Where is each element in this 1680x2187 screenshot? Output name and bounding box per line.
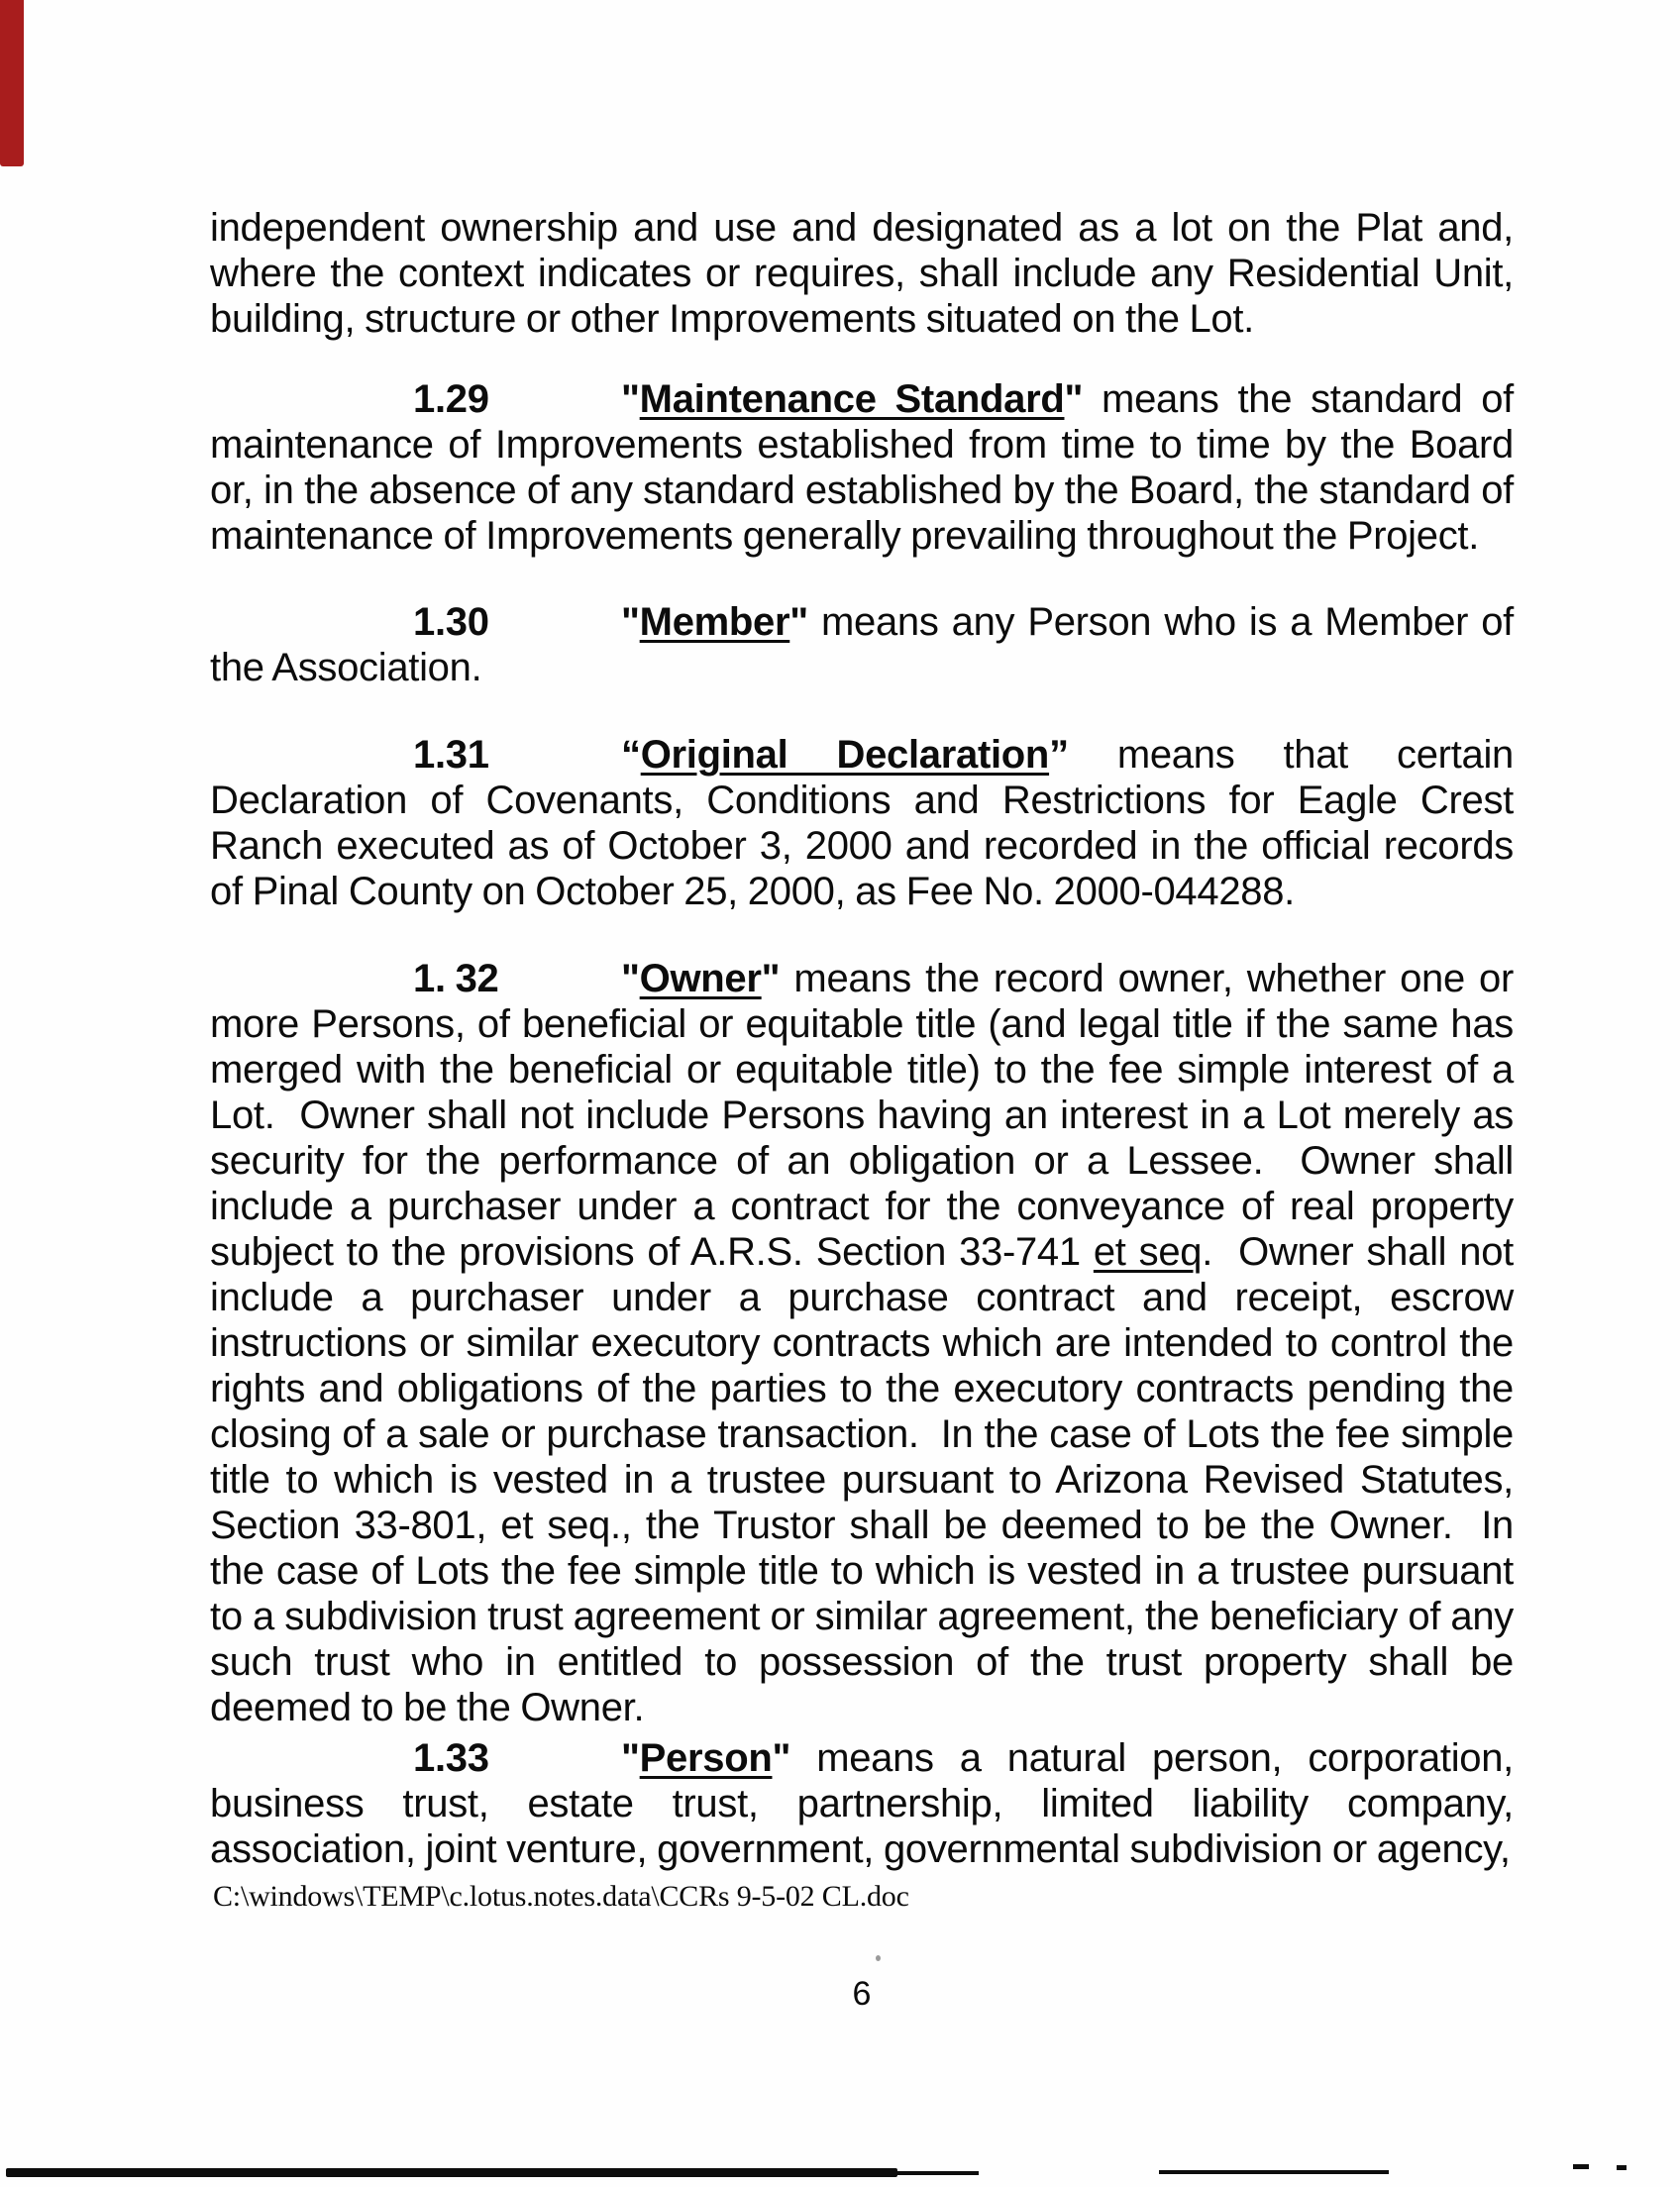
section-1-31-original-declaration xyxy=(210,732,1514,914)
section-1-29-maintenance-standard xyxy=(210,376,1514,559)
underlined-citation: et seq xyxy=(1093,1230,1203,1274)
defined-term: Member xyxy=(639,600,790,644)
body-text: means the record owner, whether one or more Persons, of beneficial or equitable title (and legal title if the same has merged with the beneficial or equitable title) to the fee simple interest of a Lot. Owner shall not include Persons having an interest in a Lot merely as security for the performance of an obligation or a Lessee. Owner shall include a purchaser under a contract for the conveyance of real property subject to the provisions of A.R.S. Section 33-741 xyxy=(210,957,1514,1274)
defined-term-quoted: "Member" xyxy=(621,600,808,644)
scan-artifact-bottom-line-right xyxy=(1159,2170,1389,2174)
body-text: . Owner shall not include a purchaser under a purchase contract and receipt, escrow instructions or similar executory contracts which are intended to control the rights and obligations of the parties to the executory contracts pending the closing of a sale or purchase transaction. In the case of Lots the fee simple title to which is vested in a trustee pursuant to Arizona Revised Statutes, Section 33-801, et seq., the Trustor shall be deemed to be the Owner. In the case of Lots the fee simple title to which is vested in a trustee pursuant to a subdivision trust agreement or similar agreement, the beneficiary of any such trust who in entitled to possession of the trust property shall be deemed to be the Owner. xyxy=(210,1230,1514,1729)
section-1-32-owner xyxy=(210,956,1514,1730)
defined-term-quoted: "Owner" xyxy=(621,957,781,1000)
body-text: independent ownership and use and designated as a lot on the Plat and, where the context indicates or requires, shall include any Residential Unit, building, structure or other Improvements situated on the Lot. xyxy=(210,206,1514,341)
defined-term-quoted: "Person" xyxy=(621,1736,791,1780)
scan-artifact-speck xyxy=(1617,2165,1627,2170)
body-text: means a natural person, corporation, business trust, estate trust, partnership, limited liability company, association, joint venture, government, governmental subdivision or agency, xyxy=(210,1736,1514,1871)
body-text: means that certain Declaration of Covenants, Conditions and Restrictions for Eagle Crest Ranch executed as of October 3, 2000 and recorded in the official records of Pinal County on October 25, 2000, as Fee No. 2000-044288. xyxy=(210,733,1514,913)
section-number: 1.30 xyxy=(413,600,489,644)
paragraph-continuation xyxy=(210,205,1514,342)
defined-term: Maintenance Standard xyxy=(639,377,1065,421)
defined-term-quoted: “Original Declaration” xyxy=(621,733,1069,777)
defined-term: Owner xyxy=(639,957,762,1000)
section-number: 1.33 xyxy=(413,1736,489,1780)
scan-artifact-bottom-bar xyxy=(6,2168,897,2177)
scan-artifact-bottom-bar-taper xyxy=(892,2171,979,2175)
scan-artifact-speck xyxy=(1573,2164,1589,2169)
scan-artifact-speck xyxy=(876,1955,881,1961)
section-number: 1.31 xyxy=(413,733,489,777)
section-number: 1. 32 xyxy=(413,957,499,1000)
scan-artifact-red-stripe xyxy=(0,0,24,166)
body-text: means the standard of maintenance of Improvements established from time to time by the Board or, in the absence of any standard established by the Board, the standard of maintenance of Improvements generally prevailing throughout the Project. xyxy=(210,377,1514,558)
page-number: 6 xyxy=(852,1975,872,2013)
section-number: 1.29 xyxy=(413,377,489,421)
defined-term: Original Declaration xyxy=(640,733,1050,777)
section-1-30-member xyxy=(210,599,1514,690)
footer-file-path: C:\windows\TEMP\c.lotus.notes.data\CCRs 9-5-02 CL.doc xyxy=(213,1880,909,1913)
section-1-33-person xyxy=(210,1735,1514,1872)
body-text: means any Person who is a Member of the Association. xyxy=(210,600,1514,689)
defined-term-quoted: "Maintenance Standard" xyxy=(621,377,1084,421)
defined-term: Person xyxy=(639,1736,773,1780)
